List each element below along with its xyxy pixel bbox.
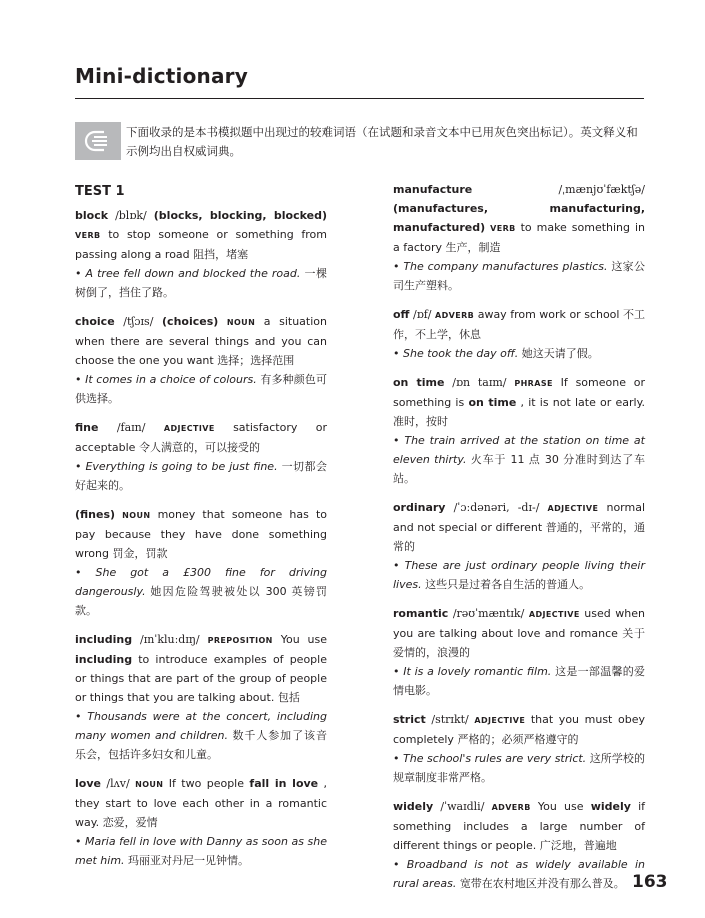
phonetic: /ɒf/ (412, 308, 432, 321)
example (393, 344, 645, 363)
dictionary-entry (75, 630, 327, 764)
word-forms: (manufactures, manufacturing, manufactured) (393, 202, 645, 234)
example-sentence: • Everything is going to be just fine. (75, 460, 278, 473)
definition-keyword: fall in love (249, 777, 319, 790)
definition: , it is not late or early. (520, 396, 646, 409)
definition-lead: You use (537, 800, 584, 813)
word-forms: (fines) (75, 508, 116, 521)
headword: including (75, 633, 133, 646)
dictionary-entry (75, 206, 327, 302)
dictionary-entry (393, 305, 645, 363)
part-of-speech: PHRASE (514, 379, 553, 388)
part-of-speech: NOUN (226, 318, 256, 327)
notes-icon (75, 122, 121, 160)
dictionary-entry (393, 498, 645, 594)
notes-icon-graphic (75, 122, 121, 160)
example-translation: 宽带在农村地区并没有那么普及。 (459, 877, 625, 890)
dictionary-entry (393, 797, 645, 893)
right-column (393, 180, 645, 903)
definition-translation: 广泛地，普遍地 (539, 839, 617, 852)
example-translation: 这所学校的规章制度非常严格。 (393, 752, 645, 784)
example (75, 832, 327, 870)
headword: widely (393, 800, 434, 813)
phonetic: /ˈɔːdənəri, -dɪ-/ (453, 501, 540, 514)
definition: that you must obey completely (393, 713, 645, 746)
word-forms: (blocks, blocking, blocked) (153, 209, 328, 222)
definition: money that someone has to pay because they have done something wrong (75, 508, 328, 560)
example-sentence: • The school's rules are very strict. (393, 752, 587, 765)
example-sentence: • The train arrived at the station on time at eleven thirty. (393, 434, 645, 466)
headword: fine (75, 421, 99, 434)
example-translation: 玛丽亚对丹尼一见钟情。 (128, 854, 250, 867)
part-of-speech: NOUN (135, 780, 164, 789)
phonetic: /rəʊˈmæntɪk/ (452, 607, 525, 620)
definition-translation: 令人满意的，可以接受的 (138, 441, 260, 454)
phonetic: /blɒk/ (115, 209, 147, 222)
example (393, 257, 645, 295)
example-translation: 一棵树倒了，挡住了路。 (75, 267, 328, 299)
dictionary-entry (393, 710, 645, 787)
example (393, 749, 645, 787)
part-of-speech: ADJECTIVE (547, 504, 599, 513)
headword: romantic (393, 607, 449, 620)
definition-translation: 普通的，平常的，通常的 (393, 521, 645, 553)
example (393, 662, 645, 700)
example (75, 370, 327, 408)
part-of-speech: ADJECTIVE (528, 610, 580, 619)
example-sentence: • It comes in a choice of colours. (75, 373, 257, 386)
definition-translation: 选择；选择范围 (217, 354, 295, 367)
example-sentence: • She got a £300 fine for driving dangerously. (75, 566, 327, 598)
dictionary-entry (75, 505, 327, 620)
phonetic: /tʃɔɪs/ (123, 315, 154, 328)
part-of-speech: VERB (75, 231, 101, 240)
definition: to make something in a factory (393, 221, 645, 254)
definition-translation: 恋爱，爱情 (102, 816, 158, 829)
headword: strict (393, 713, 426, 726)
phonetic: /faɪn/ (116, 421, 146, 434)
definition-translation: 罚金，罚款 (112, 547, 168, 560)
example-translation: 这些只是过着各自生活的普通人。 (425, 578, 591, 591)
part-of-speech: VERB (490, 224, 516, 233)
example-sentence: • It is a lovely romantic film. (393, 665, 552, 678)
headword: love (75, 777, 101, 790)
intro-text: 下面收录的是本书模拟题中出现过的较难词语（在试题和录音文本中已用灰色突出标记）。英文释义和示例均出自权威词典。 (126, 125, 638, 158)
definition-translation: 生产，制造 (445, 241, 501, 254)
part-of-speech: PREPOSITION (207, 636, 273, 645)
phonetic: /lʌv/ (106, 777, 130, 790)
word-forms: (choices) (162, 315, 219, 328)
example-translation: 火车于 11 点 30 分准时到达了车站。 (393, 453, 645, 485)
example-translation: 她这天请了假。 (521, 347, 599, 360)
headword: block (75, 209, 109, 222)
example (75, 563, 327, 620)
phonetic: /ˈwaɪdli/ (440, 800, 485, 813)
example-sentence: • A tree fell down and blocked the road. (75, 267, 301, 280)
example (393, 855, 645, 893)
dictionary-entry (393, 180, 645, 295)
section-heading: TEST 1 (75, 184, 125, 199)
phonetic: /strɪkt/ (431, 713, 469, 726)
example (75, 264, 327, 302)
example-translation: 这是一部温馨的爱情电影。 (393, 665, 646, 697)
definition: to introduce examples of people or things that are part of the group of people or things that you are talking about. (75, 653, 327, 704)
headword: manufacture (393, 183, 473, 196)
definition-translation: 严格的；必须严格遵守的 (457, 733, 579, 746)
left-entries (75, 206, 327, 870)
example (393, 556, 645, 594)
definition: a situation when there are several things and you can choose the one you want (75, 315, 327, 367)
page-title: Mini-dictionary (75, 64, 248, 88)
part-of-speech: ADJECTIVE (163, 424, 215, 433)
example-translation: 有多种颜色可供选择。 (75, 373, 328, 405)
definition-keyword: including (75, 653, 133, 666)
dictionary-entry (393, 373, 645, 488)
part-of-speech: ADJECTIVE (474, 716, 526, 725)
right-entries (393, 180, 645, 893)
headword: on time (393, 376, 445, 389)
definition: to stop someone or something from passing along a road (75, 228, 327, 261)
example-sentence: • Thousands were at the concert, including many women and children. (75, 710, 327, 742)
definition: satisfactory or acceptable (75, 421, 328, 454)
example-translation: 一切都会好起来的。 (75, 460, 327, 492)
part-of-speech: NOUN (122, 511, 151, 520)
definition-translation: 准时，按时 (393, 415, 448, 428)
phonetic: /ɪnˈkluːdɪŋ/ (139, 633, 200, 646)
definition-lead: If someone or something is (393, 376, 646, 409)
definition: away from work or school (477, 308, 620, 321)
definition: used when you are talking about love and romance (393, 607, 645, 640)
dictionary-entry (75, 774, 327, 870)
definition-translation: 关于爱情的，浪漫的 (393, 627, 645, 659)
example-sentence: • She took the day off. (393, 347, 519, 360)
example-sentence: • The company manufactures plastics. (393, 260, 608, 273)
example (75, 457, 327, 495)
part-of-speech: ADVERB (435, 311, 475, 320)
definition-lead: You use (280, 633, 328, 646)
definition: if something includes a large number of different things or people. (393, 800, 646, 852)
phonetic: /ɒn taɪm/ (452, 376, 507, 389)
example (393, 431, 645, 488)
example-sentence: • These are just ordinary people living their lives. (393, 559, 645, 591)
example-translation: 她因危险驾驶被处以 300 英镑罚款。 (75, 585, 327, 617)
definition-lead: If two people (168, 777, 245, 790)
page-number: 163 (632, 872, 668, 892)
example (75, 707, 327, 764)
definition-keyword: widely (590, 800, 631, 813)
headword: off (393, 308, 410, 321)
definition-keyword: on time (468, 396, 517, 409)
title-rule (75, 98, 644, 99)
dictionary-entry (393, 604, 645, 700)
definition-translation: 阻挡，堵塞 (193, 248, 249, 261)
phonetic: /ˌmænjʊˈfæktʃə/ (558, 183, 645, 196)
definition: normal and not special or different (393, 501, 646, 534)
example-translation: 这家公司生产塑料。 (393, 260, 646, 292)
headword: choice (75, 315, 115, 328)
definition-translation: 不工作，不上学，休息 (393, 308, 646, 341)
dictionary-entry (75, 312, 327, 408)
definition-translation: 包括 (277, 691, 300, 704)
example-sentence: • Broadband is not as widely available in rural areas. (393, 858, 645, 890)
left-column (75, 180, 327, 880)
dictionary-entry (75, 418, 327, 495)
example-sentence: • Maria fell in love with Danny as soon as she met him. (75, 835, 327, 867)
part-of-speech: ADVERB (491, 803, 531, 812)
example-translation: 数千人参加了该音乐会，包括许多妇女和儿童。 (75, 729, 327, 761)
definition: , they start to love each other in a romantic way. (75, 777, 328, 829)
headword: ordinary (393, 501, 446, 514)
